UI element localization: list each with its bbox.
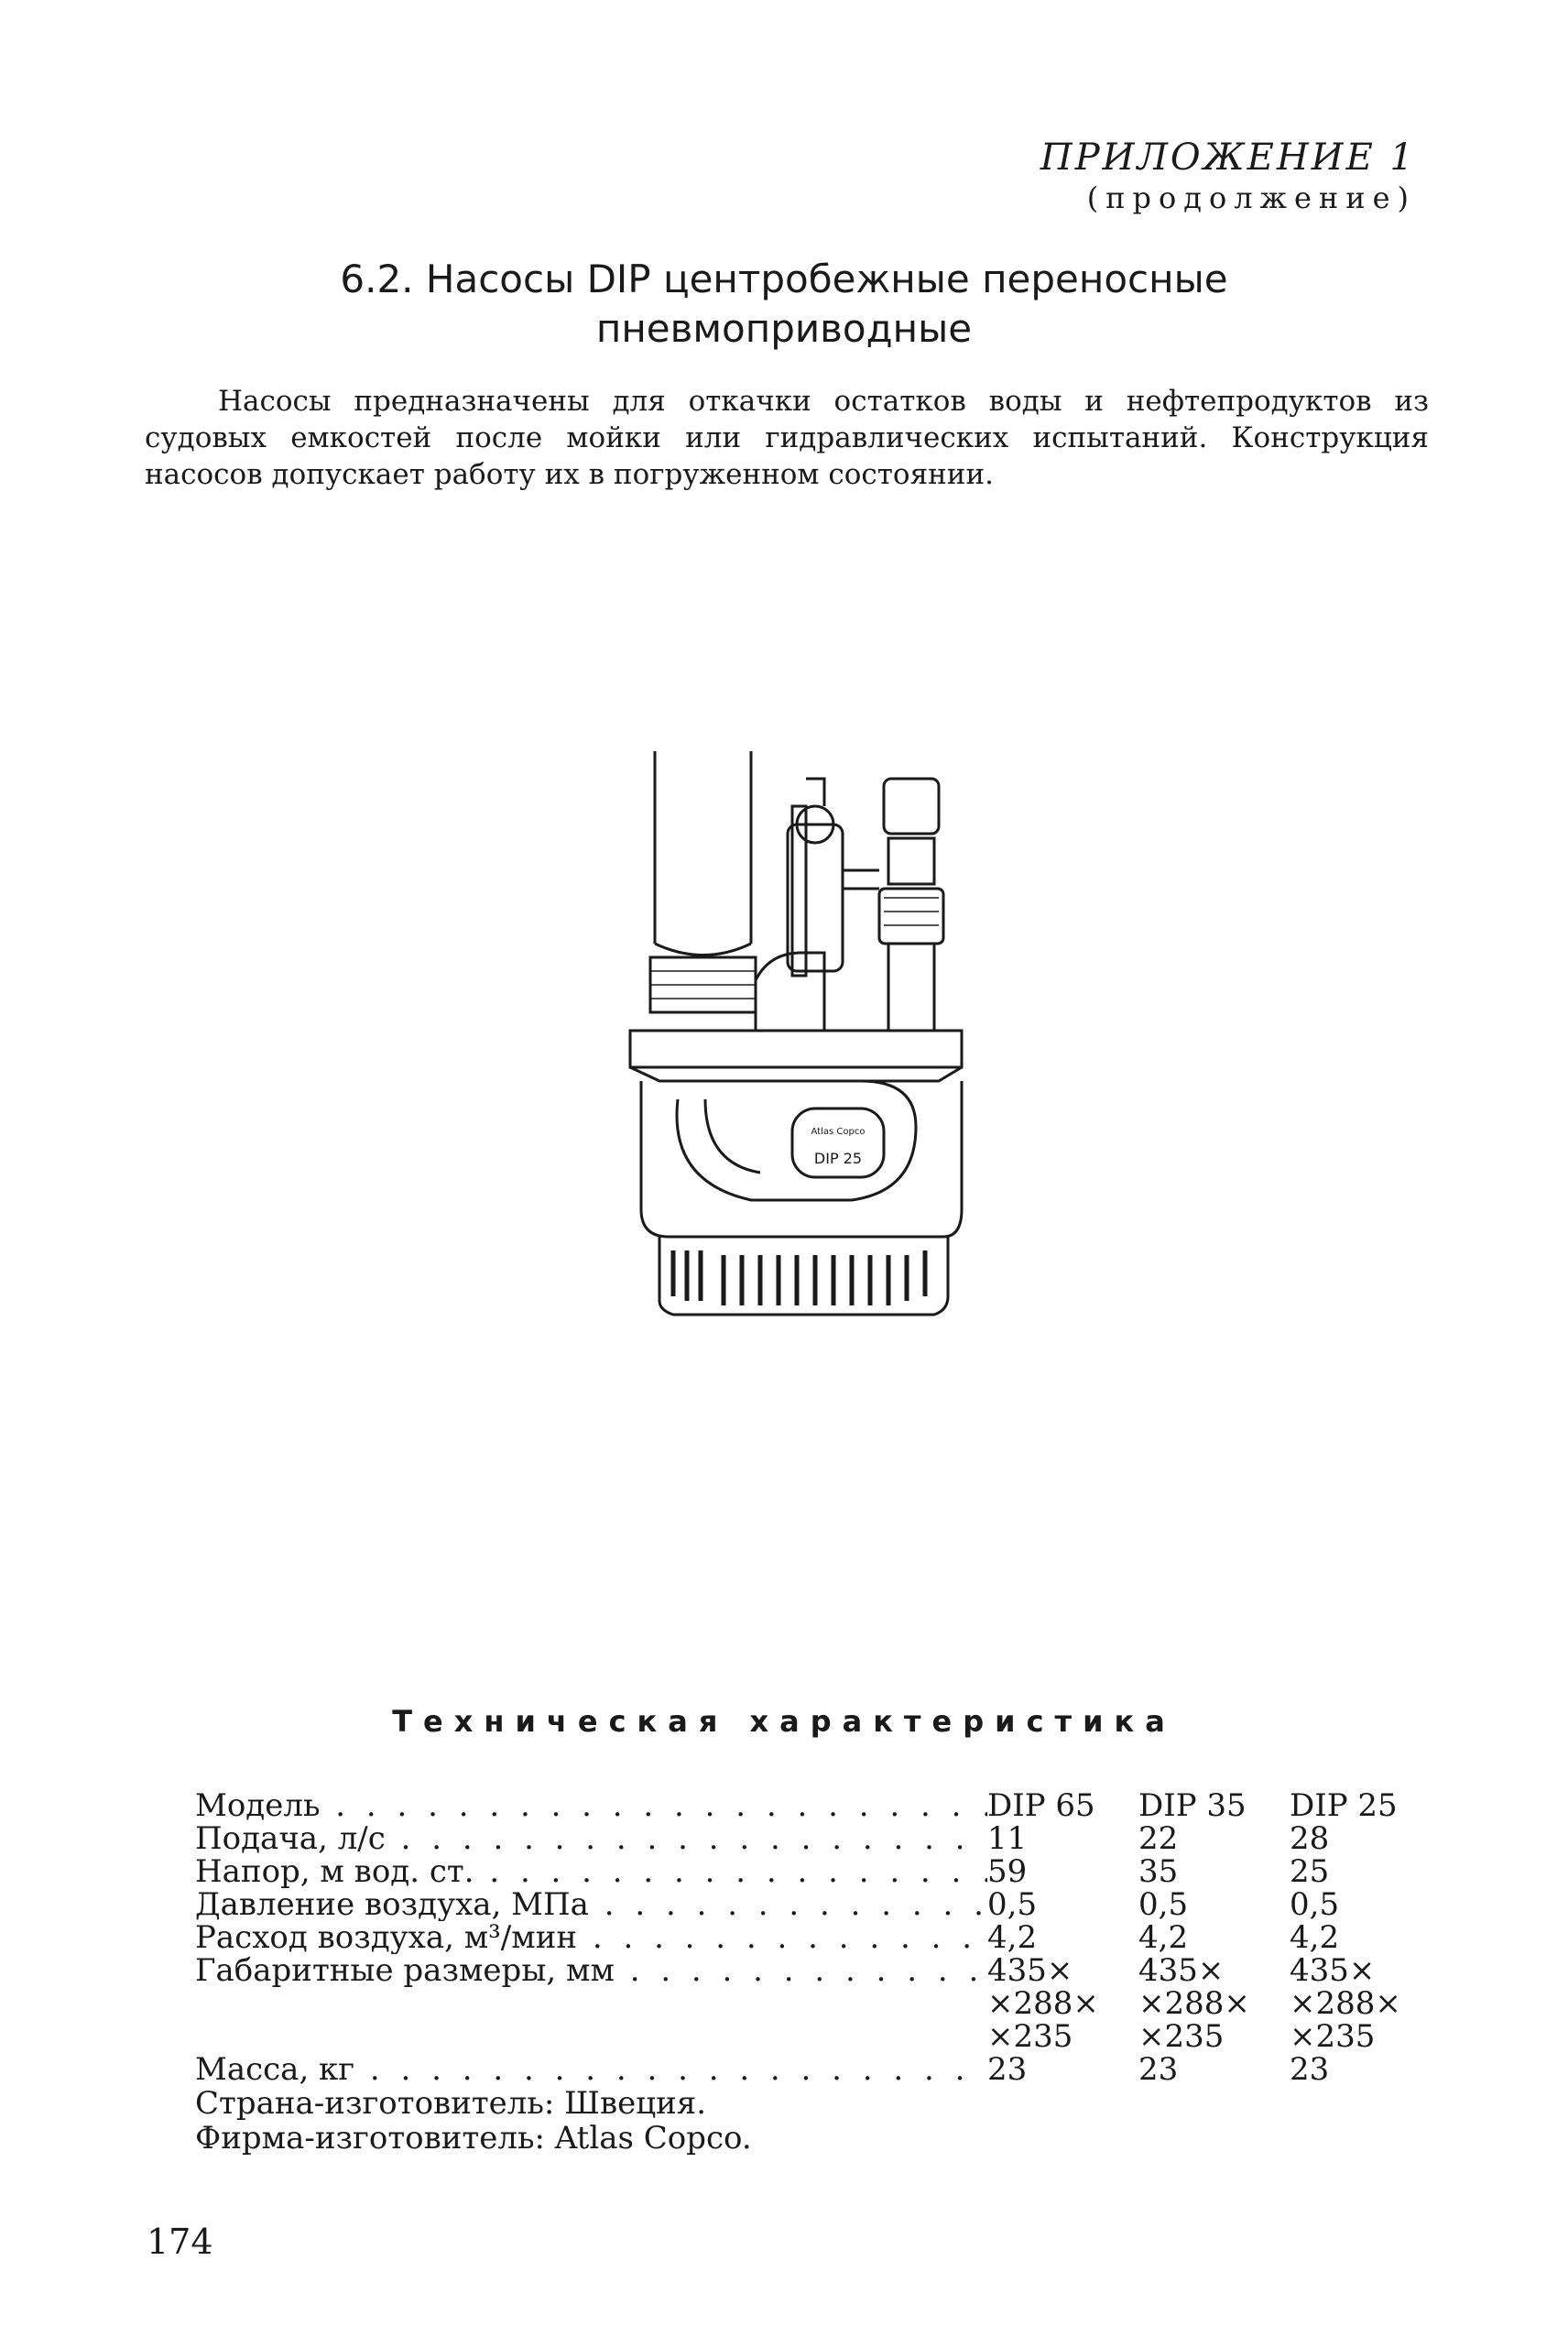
spec-value: DIP 25 — [1290, 1787, 1398, 1824]
pump-brand-mark: Atlas Copco — [811, 1127, 866, 1137]
spec-value: 4,2 — [1138, 1919, 1189, 1956]
spec-value: 0,5 — [1290, 1886, 1340, 1923]
page-number: 174 — [147, 2222, 213, 2262]
spec-row-head — [195, 1855, 1441, 1888]
spec-value: DIP 65 — [987, 1787, 1095, 1824]
appendix-header — [1040, 137, 1416, 218]
spec-row-model — [195, 1789, 1441, 1822]
appendix-title: ПРИЛОЖЕНИЕ 1 — [1040, 137, 1416, 179]
spec-row-air-pressure — [195, 1888, 1441, 1921]
section-title-line-1: 6.2. Насосы DIP центробежные переносные — [340, 257, 1228, 301]
spec-row-dimensions — [195, 1954, 1441, 2053]
spec-label: Давление воздуха, МПа . . . — [195, 1888, 987, 1921]
spec-value: 435× ×288× ×235 — [987, 1952, 1099, 2055]
spec-value: 25 — [1290, 1853, 1330, 1890]
spec-label: Модель . . . — [195, 1789, 987, 1822]
spec-value: 4,2 — [1290, 1919, 1340, 1956]
manufacturer-country: Страна-изготовитель: Швеция. — [195, 2085, 706, 2122]
spec-value: 28 — [1290, 1820, 1330, 1857]
spec-value: 22 — [1138, 1820, 1179, 1857]
spec-value: 23 — [987, 2051, 1028, 2088]
specs-table — [195, 1789, 1441, 2156]
intro-paragraph: Насосы предназначены для откачки остатков воды и нефтепродуктов из судовых емкостей после мойки или гидравлических испытаний. Конструкция насосов допускает работу их в погруженном состоянии. — [145, 385, 1429, 491]
spec-value: 11 — [987, 1820, 1028, 1857]
pump-model-label: DIP 25 — [813, 1150, 863, 1167]
spec-value: 35 — [1138, 1853, 1179, 1890]
section-heading — [0, 255, 1568, 354]
spec-value: 435× ×288× ×235 — [1138, 1952, 1250, 2055]
spec-label: Расход воздуха, м³/мин . . . — [195, 1921, 987, 1954]
spec-value: 59 — [987, 1853, 1028, 1890]
manufacturer-firm: Фирма-изготовитель: Atlas Copco. — [195, 2120, 752, 2157]
appendix-subtitle: (продолжение) — [1086, 180, 1416, 215]
spec-row-flow — [195, 1822, 1441, 1855]
spec-value: 0,5 — [1138, 1886, 1189, 1923]
spec-label: Подача, л/с . . . — [195, 1822, 987, 1855]
spec-label: Габаритные размеры, мм . . . — [195, 1954, 987, 1987]
spec-value: 0,5 — [987, 1886, 1038, 1923]
spec-value: 4,2 — [987, 1919, 1038, 1956]
spec-value: DIP 35 — [1138, 1787, 1247, 1824]
specs-title: Техническая характеристика — [392, 1704, 1176, 1739]
spec-row-mass — [195, 2053, 1441, 2086]
spec-label: Напор, м вод. ст. . . . — [195, 1855, 987, 1888]
spec-label: Масса, кг . . . — [195, 2053, 987, 2086]
spec-value: 23 — [1290, 2051, 1330, 2088]
spec-value: 435× ×288× ×235 — [1290, 1952, 1401, 2055]
spec-value: 23 — [1138, 2051, 1179, 2088]
spec-row-air-consumption — [195, 1921, 1441, 1954]
pump-illustration — [623, 751, 989, 1338]
section-title-line-2: пневмоприводные — [595, 306, 973, 351]
